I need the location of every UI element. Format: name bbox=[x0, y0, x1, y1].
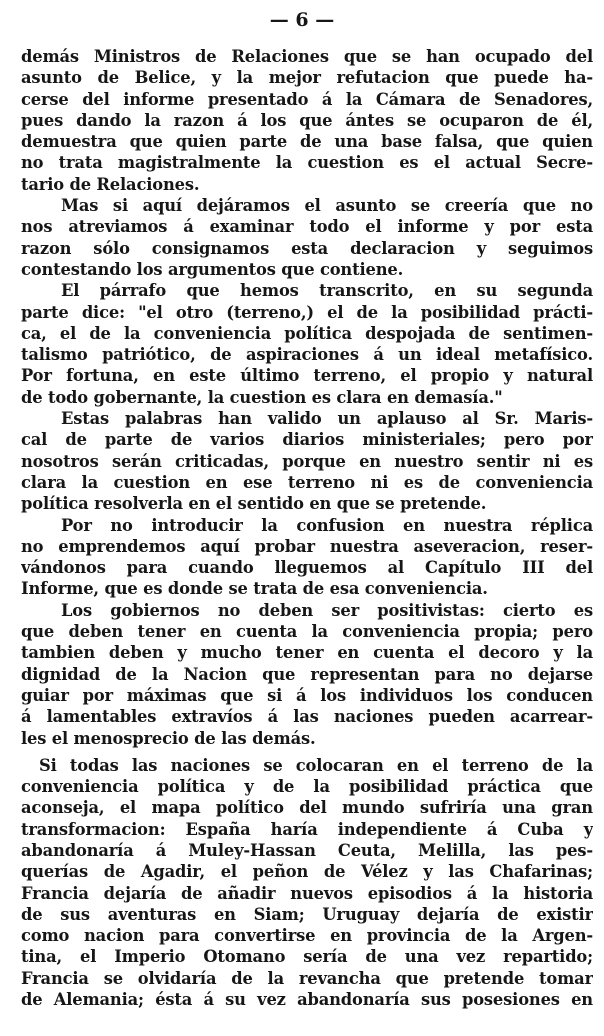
paragraph bbox=[21, 515, 593, 600]
text-line: asunto de Belice, y la mejor refutacion que puede ha- bbox=[21, 68, 593, 88]
text-line: tambien deben y mucho tener en cuenta el decoro y la bbox=[21, 643, 593, 663]
text-line: demás Ministros de Relaciones que se han ocupado del bbox=[21, 47, 593, 66]
text-line: contestando los argumentos que contiene. bbox=[21, 259, 404, 279]
text-line: razon sólo consignamos esta declaracion y seguimos bbox=[21, 238, 593, 258]
paragraph bbox=[21, 755, 593, 1011]
text-line: Por fortuna, en este último terreno, el propio y natural bbox=[21, 366, 593, 386]
text-line: tina, el Imperio Otomano sería de una vez repartido; bbox=[21, 947, 593, 967]
text-line: parte dice: "el otro (terreno,) el de la posibilidad prácti- bbox=[21, 302, 593, 322]
text-line: cal de parte de varios diarios ministeriales; pero por bbox=[21, 430, 593, 450]
text-line: abandonaría á Muley-Hassan Ceuta, Melilla, las pes- bbox=[21, 840, 593, 860]
page-number: — 6 — bbox=[269, 9, 335, 31]
text-line: les el menosprecio de las demás. bbox=[21, 728, 316, 748]
text-line: ca, el de la conveniencia política despojada de sentimen- bbox=[21, 323, 593, 343]
text-line: de Alemania; ésta á su vez abandonaría sus posesiones en bbox=[21, 990, 593, 1010]
paragraph bbox=[21, 408, 593, 514]
text-line: Mas si aquí dejáramos el asunto se creería que no bbox=[61, 196, 593, 216]
text-line: clara la cuestion en ese terreno ni es de conveniencia bbox=[21, 472, 593, 492]
text-line: tario de Relaciones. bbox=[21, 174, 200, 194]
text-line: á lamentables extravíos á las naciones pueden acarrear- bbox=[21, 707, 593, 727]
text-line: talismo patriótico, de aspiraciones á un ideal metafísico. bbox=[21, 345, 593, 365]
paragraph bbox=[21, 600, 593, 749]
text-line: guiar por máximas que si á los individuos los conducen bbox=[21, 685, 593, 705]
text-line: dignidad de la Nacion que representan para no dejarse bbox=[21, 664, 593, 684]
document-body bbox=[21, 46, 593, 1010]
text-line: Francia se olvidaría de la revancha que pretende tomar bbox=[21, 968, 593, 988]
text-line: pues dando la razon á los que ántes se ocuparon de él, bbox=[21, 110, 593, 130]
text-line: aconseja, el mapa político del mundo sufriría una gran bbox=[21, 798, 593, 818]
text-line: Estas palabras han valido un aplauso al Sr. Maris- bbox=[61, 409, 593, 429]
paragraph bbox=[21, 195, 593, 280]
text-line: de todo gobernante, la cuestion es clara en demasía." bbox=[21, 387, 503, 407]
text-line: que deben tener en cuenta la conveniencia propia; pero bbox=[21, 622, 593, 642]
text-line: nos atreviamos á examinar todo el informe y por esta bbox=[21, 217, 593, 237]
text-line: Francia dejaría de añadir nuevos episodios á la historia bbox=[21, 883, 593, 903]
text-line: conveniencia política y de la posibilidad práctica que bbox=[21, 777, 593, 797]
paragraph bbox=[21, 280, 593, 408]
text-line: cerse del informe presentado á la Cámara de Senadores, bbox=[21, 89, 593, 109]
text-line: Si todas las naciones se colocaran en el terreno de la bbox=[39, 755, 593, 775]
text-line: Informe, que es donde se trata de esa conveniencia. bbox=[21, 579, 488, 599]
text-line: transformacion: España haría independiente á Cuba y bbox=[21, 819, 593, 839]
text-line: no emprendemos aquí probar nuestra aseveracion, reser- bbox=[21, 536, 593, 556]
text-line: no trata magistralmente la cuestion es el actual Secre- bbox=[21, 153, 593, 173]
text-line: nosotros serán criticadas, porque en nuestro sentir ni es bbox=[21, 451, 593, 471]
text-line: demuestra que quien parte de una base falsa, que quien bbox=[21, 132, 593, 152]
text-line: querías de Agadir, el peñon de Vélez y las Chafarinas; bbox=[21, 862, 593, 882]
text-line: de sus aventuras en Siam; Uruguay dejaría de existir bbox=[21, 904, 593, 924]
text-line: Por no introducir la confusion en nuestra réplica bbox=[61, 515, 593, 535]
paragraph bbox=[21, 46, 593, 195]
text-line: vándonos para cuando lleguemos al Capítulo III del bbox=[21, 558, 593, 578]
text-line: política resolverla en el sentido en que se pretende. bbox=[21, 494, 487, 514]
text-line: Los gobiernos no deben ser positivistas: cierto es bbox=[61, 600, 593, 620]
text-line: como nacion para convertirse en provincia de la Argen- bbox=[21, 926, 593, 946]
text-line: El párrafo que hemos transcrito, en su segunda bbox=[61, 281, 593, 301]
